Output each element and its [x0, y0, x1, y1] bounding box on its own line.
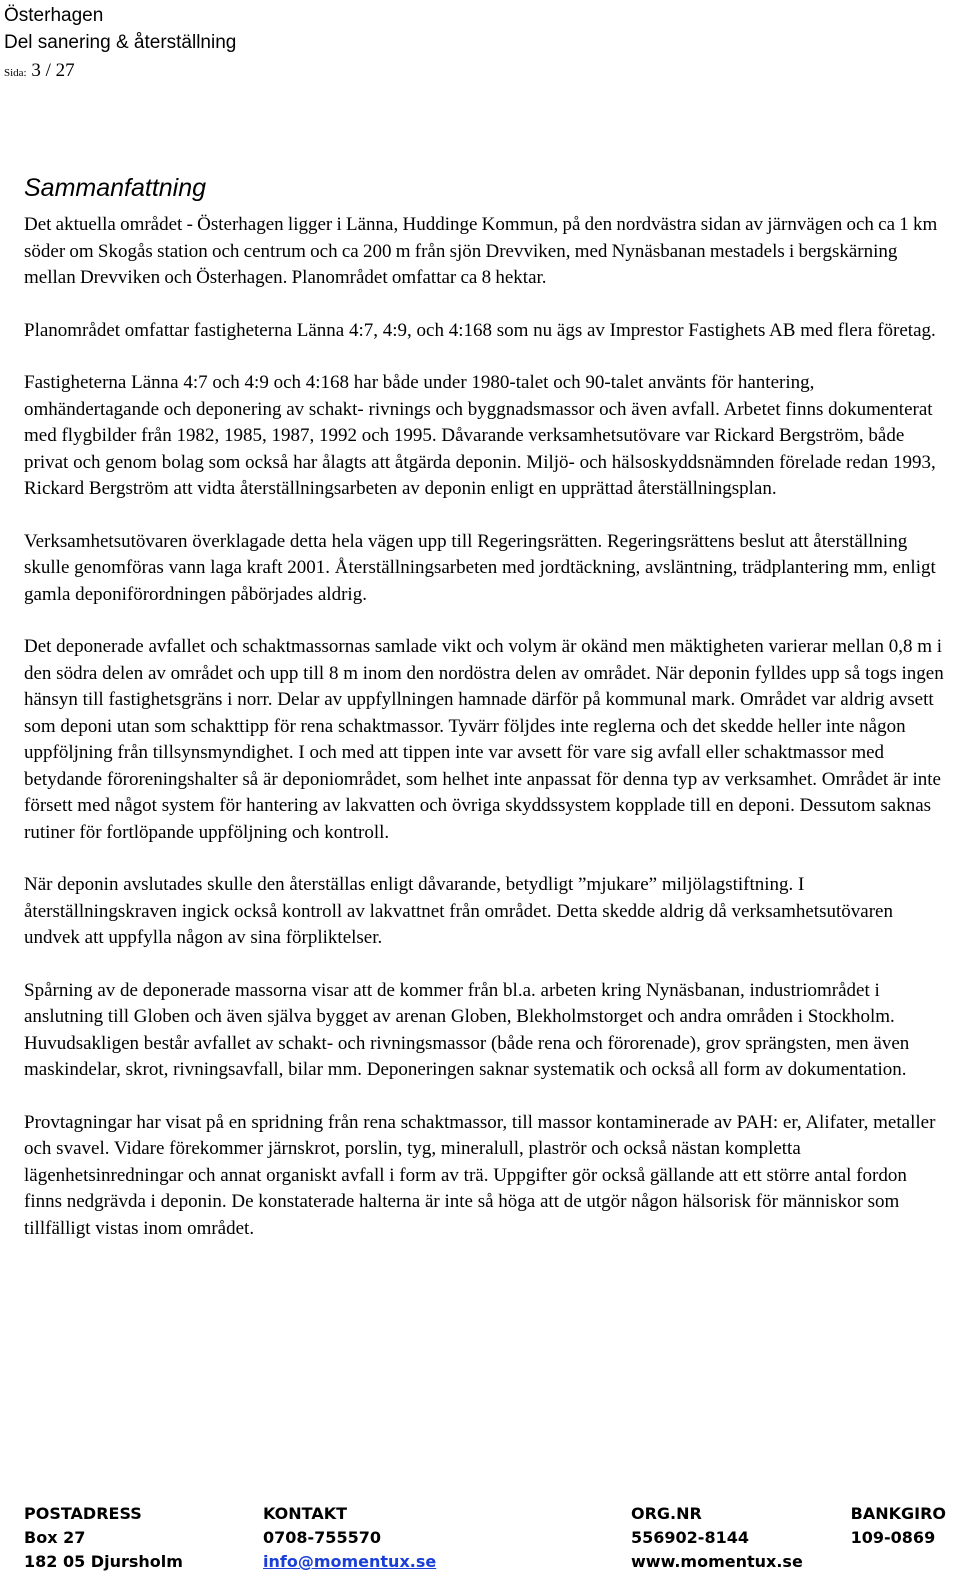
paragraph: Det aktuella området - Österhagen ligger i Länna, Huddinge Kommun, på den nordvästra sidan av järnvägen och ca 1 km söder om Skogås station och centrum och ca 200 m från sjön Drevviken, med Nynäsbanan mestadels i bergskärning mellan Drevviken och Österhagen. Planområdet omfattar ca 8 hektar. — [24, 214, 938, 288]
footer-heading: KONTAKT — [263, 1504, 348, 1523]
footer-postadress — [24, 1502, 183, 1574]
document-body — [24, 212, 944, 1268]
paragraph: När deponin avslutades skulle den återställas enligt dåvarande, betydligt ”mjukare” miljölagstiftning. I återställningskraven ingick också kontroll av lakvattnet från området. Detta skedde aldrig då verksamhetsutövaren undvek att uppfylla någon av sina förpliktelser. — [24, 874, 893, 948]
footer-kontakt — [263, 1502, 436, 1574]
document-subtitle: Del sanering & återställning — [4, 32, 237, 53]
paragraph: Spårning av de deponerade massorna visar att de kommer från bl.a. arbeten kring Nynäsbanan, industriområdet i anslutning till Globen och även själva bygget av arenan Globen, Blekholmstorget och andra områden i Stockholm. Huvudsakligen består avfallet av schakt- och rivningsmassor (både rena och förorenade), grov sprängsten, men även maskindelar, skrot, rivningsavfall, bilar mm. Deponeringen saknar systematik och också all form av dokumentation. — [24, 979, 910, 1080]
footer-heading: BANKGIRO — [850, 1504, 946, 1523]
page-prefix: Sida: — [4, 67, 27, 79]
footer-bankgiro-number: 109-0869 — [850, 1528, 936, 1547]
website-link[interactable]: www.momentux.se — [631, 1552, 803, 1571]
footer-heading: ORG.NR — [631, 1504, 702, 1523]
footer-orgnr — [631, 1502, 803, 1574]
footer-org-number: 556902-8144 — [631, 1528, 749, 1547]
page-number — [4, 56, 236, 88]
footer-heading: POSTADRESS — [24, 1504, 142, 1523]
paragraph: Verksamhetsutövaren överklagade detta hela vägen upp till Regeringsrätten. Regeringsrättens beslut att återställning skulle genomföras vann laga kraft 2001. Återställningsarbeten med jordtäckning, avsläntning, trädplantering mm, enligt gamla deponiförordningen påbörjades aldrig. — [24, 530, 936, 605]
section-title: Sammanfattning — [24, 174, 207, 202]
paragraph: Fastigheterna Länna 4:7 och 4:9 och 4:168 har både under 1980-talet och 90-talet använts för hantering, omhändertagande och deponering av schakt- rivnings och byggnadsmassor och även avfall. Arbetet finns dokumenterat med flygbilder från 1982, 1985, 1987, 1992 och 1995. Dåvarande verksamhetsutövare var Rickard Bergström, både privat och genom bolag som också har ålagts att åtgärda deponin. Miljö- och hälsoskyddsnämnden förelade redan 1993, Rickard Bergström att vidta återställningsarbeten av deponin enligt en upprättad återställningsplan. — [24, 372, 936, 499]
footer-bankgiro — [851, 1502, 946, 1574]
footer-city: 182 05 Djursholm — [24, 1552, 183, 1571]
paragraph: Planområdet omfattar fastigheterna Länna 4:7, 4:9, och 4:168 som nu ägs av Imprestor Fastighets AB med flera företag. — [24, 319, 936, 341]
footer-box: Box 27 — [24, 1528, 86, 1547]
document-title: Österhagen — [4, 5, 104, 26]
paragraph: Provtagningar har visat på en spridning från rena schaktmassor, till massor kontaminerade av PAH: er, Alifater, metaller och svavel. Vidare förekommer järnskrot, porslin, tyg, mineralull, plaströr och också nästan kompletta lägenhetsinredningar och annat organiskt avfall i form av trä. Uppgifter gör också gällande att ett större antal fordon finns nedgrävda i deponin. De konstaterade halterna är inte så höga att de utgör någon hälsorisk för människor som tillfälligt vistas inom området. — [24, 1111, 936, 1239]
email-link[interactable]: info@momentux.se — [263, 1552, 437, 1571]
footer-phone: 0708-755570 — [263, 1528, 381, 1547]
paragraph: Det deponerade avfallet och schaktmassornas samlade vikt och volym är okänd men mäktigheten varierar mellan 0,8 m i den södra delen av området och upp till 8 m inom den nordöstra delen av området. När deponin fylldes upp så togs ingen hänsyn till fastighetsgräns i norr. Delar av uppfyllningen hamnade därför på kommunal mark. Området var aldrig avsett som deponi utan som schakttipp för rena schaktmassor. Tyvärr följdes inte reglerna och det skedde heller inte någon uppföljning från tillsynsmyndighet. I och med att tippen inte var avsett för vare sig avfall eller schaktmassor med betydande föroreningshalter så är deponiområdet, som helhet inte anpassat för denna typ av verksamhet. Området är inte försett med något system för hantering av lakvatten och övriga skyddssystem kopplade till en deponi. Dessutom saknas rutiner för fortlöpande uppföljning och kontroll. — [24, 636, 944, 843]
page-header — [4, 2, 236, 88]
page-footer — [24, 1502, 946, 1582]
page-count: 3 / 27 — [31, 60, 75, 81]
